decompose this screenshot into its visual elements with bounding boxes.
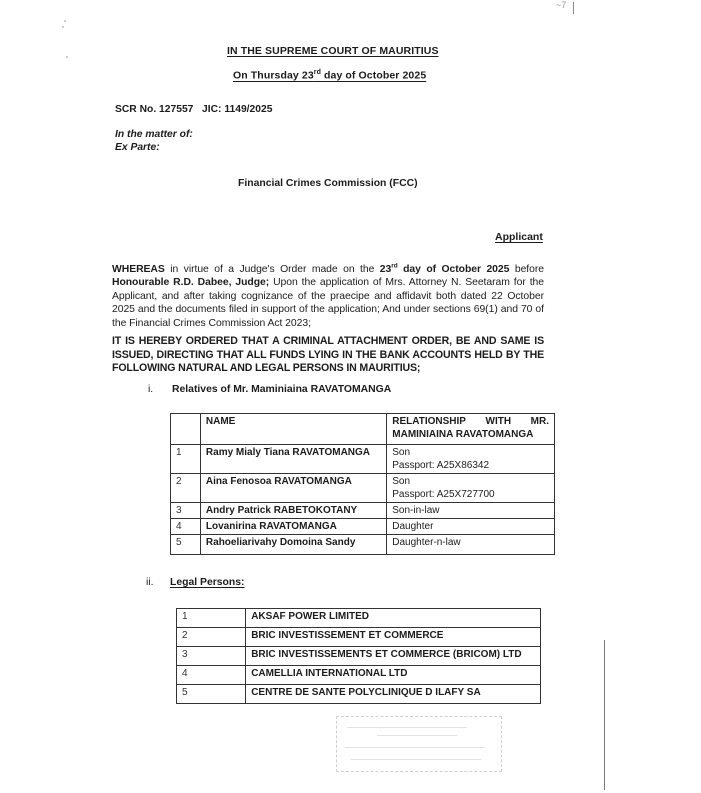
jic-number: JIC: 1149/2025	[202, 104, 273, 115]
scan-speck	[62, 26, 64, 28]
row-number: 3	[177, 647, 246, 666]
ex-parte-label: Ex Parte:	[115, 141, 160, 153]
row-number: 2	[171, 474, 201, 503]
stamp-line	[347, 727, 467, 728]
stamp-line	[345, 747, 485, 748]
row-number: 2	[177, 628, 246, 647]
table-row	[171, 519, 555, 535]
order-date-rest: day of October 2025	[397, 264, 510, 275]
row-number: 1	[177, 609, 246, 628]
scan-speck	[64, 20, 66, 22]
whereas-text-2: before	[509, 264, 544, 275]
order-date-day: 23	[379, 264, 392, 275]
row-number: 1	[171, 445, 201, 474]
case-reference	[115, 104, 272, 115]
person-name: Aina Fenosoa RAVATOMANGA	[200, 474, 386, 503]
table-row	[177, 666, 541, 685]
relationship-cell	[387, 445, 555, 474]
company-name: CENTRE DE SANTE POLYCLINIQUE D ILAFY SA	[246, 685, 541, 704]
scr-number: SCR No. 127557	[115, 104, 194, 115]
person-name: Ramy Mialy Tiana RAVATOMANGA	[200, 445, 386, 474]
header-num-cell	[171, 414, 201, 445]
table-row	[177, 609, 541, 628]
section-i-title: Relatives of Mr. Maminiaina RAVATOMANGA	[172, 384, 392, 395]
court-title	[227, 45, 439, 57]
section-ii-title: Legal Persons:	[170, 577, 245, 588]
section-i-numeral: i.	[148, 384, 154, 395]
date-prefix: On Thursday 23	[233, 69, 314, 82]
table-header-row	[171, 414, 555, 445]
header-name-cell: NAME	[200, 414, 386, 445]
scan-edge-line	[604, 640, 605, 790]
table-row	[171, 503, 555, 519]
relationship: Daughter	[387, 519, 555, 535]
judge-name: Honourable R.D. Dabee, Judge;	[112, 277, 270, 289]
rel-header-word-3: MR.	[530, 416, 549, 427]
passport-number: Passport: A25X727700	[392, 489, 495, 500]
applicant-name: Financial Crimes Commission (FCC)	[238, 178, 418, 189]
order-paragraph: IT IS HEREBY ORDERED THAT A CRIMINAL ATTACHMENT ORDER, BE AND SAME IS ISSUED, DIRECTING THAT ALL FUNDS LYING IN THE BANK ACCOUNTS HELD BY THE FOLLOWING NATURAL AND LEGAL PERSONS IN MAURITIUS;	[112, 335, 544, 375]
table-row	[177, 685, 541, 704]
order-date-bold	[380, 264, 510, 275]
relationship: Son	[392, 447, 411, 458]
whereas-lead: WHEREAS	[112, 264, 165, 275]
handwritten-mark	[556, 0, 566, 10]
handwritten-stroke	[573, 2, 574, 14]
company-name: BRIC INVESTISSEMENTS ET COMMERCE (BRICOM) LTD	[246, 647, 541, 666]
table-row	[171, 445, 555, 474]
in-matter-of-label: In the matter of:	[115, 129, 193, 140]
relationship: Son-in-law	[387, 503, 555, 519]
rel-header-word-1: RELATIONSHIP	[392, 416, 466, 427]
row-number: 5	[177, 685, 246, 704]
company-name: CAMELLIA INTERNATIONAL LTD	[246, 666, 541, 685]
table-row	[177, 628, 541, 647]
row-number: 5	[171, 535, 201, 555]
company-name: BRIC INVESTISSEMENT ET COMMERCE	[246, 628, 541, 647]
matter-block	[115, 129, 193, 154]
court-title-text: IN THE SUPREME COURT OF MAURITIUS	[227, 45, 439, 57]
row-number: 3	[171, 503, 201, 519]
hearing-date	[233, 69, 426, 82]
relationship: Son	[392, 476, 411, 487]
date-ordinal: rd	[313, 69, 321, 76]
legal-persons-table	[176, 608, 541, 704]
table-row	[171, 474, 555, 503]
whereas-text-3: Upon the application of Mrs. Attorney N. Seetaram for the Applicant, and after taking cognizance of the praecipe and affidavit both dated 22 October 2025 and the documents filed in support of the application; And under sections 69(1) and 70 of the Financial Crimes Commission Act 2023;	[112, 277, 544, 329]
applicant-role: Applicant	[495, 231, 543, 243]
relationship-cell	[387, 474, 555, 503]
stamp-line	[351, 759, 481, 760]
person-name: Rahoeliarivahy Domoina Sandy	[200, 535, 386, 555]
scan-speck	[66, 56, 68, 58]
faded-stamp	[336, 716, 502, 772]
date-suffix: day of October 2025	[320, 69, 427, 82]
relatives-table	[170, 413, 555, 555]
person-name: Andry Patrick RABETOKOTANY	[200, 503, 386, 519]
company-name: AKSAF POWER LIMITED	[246, 609, 541, 628]
row-number: 4	[171, 519, 201, 535]
table-row	[171, 535, 555, 555]
relationship: Daughter-n-law	[387, 535, 555, 555]
whereas-paragraph	[112, 263, 544, 330]
rel-header-line-2: MAMINIAINA RAVATOMANGA	[392, 429, 534, 440]
stamp-line	[377, 735, 457, 736]
table-row	[177, 647, 541, 666]
person-name: Lovanirina RAVATOMANGA	[200, 519, 386, 535]
whereas-text-1: in virtue of a Judge's Order made on the	[164, 264, 380, 275]
passport-number: Passport: A25X86342	[392, 460, 490, 471]
row-number: 4	[177, 666, 246, 685]
handwritten-mark-text: ~7	[556, 0, 567, 10]
order-date-ordinal: rd	[391, 262, 398, 270]
relationship-header	[392, 415, 549, 441]
rel-header-word-2: WITH	[485, 416, 512, 427]
section-ii-numeral: ii.	[146, 577, 154, 588]
header-relationship-cell	[387, 414, 555, 445]
